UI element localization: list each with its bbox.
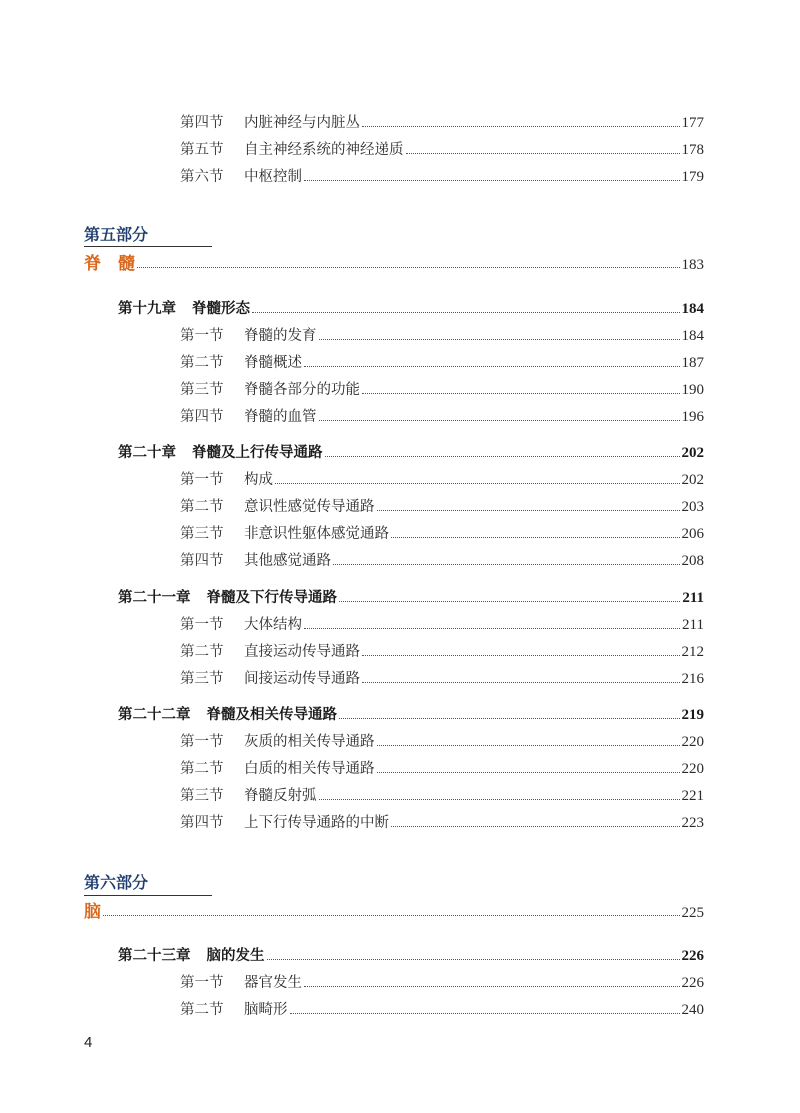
dot-leader (267, 958, 680, 960)
toc-section-entry[interactable] (180, 353, 704, 373)
toc-chapter-entry[interactable] (118, 299, 704, 319)
page-number: 223 (681, 815, 704, 831)
section-title: 上下行传导通路的中断 (244, 815, 389, 831)
dot-leader (339, 717, 680, 719)
page-number: 208 (681, 553, 704, 569)
toc-chapter-entry[interactable] (118, 443, 704, 463)
chapter-number: 第十九章 (118, 300, 176, 317)
toc-section-entry[interactable] (180, 470, 704, 490)
toc-section-entry[interactable] (180, 380, 704, 400)
chapter-number: 第二十二章 (118, 706, 191, 723)
dot-leader (391, 536, 680, 538)
section-title: 自主神经系统的神经递质 (244, 142, 404, 158)
page-number: 220 (681, 734, 704, 750)
part-title: 脊 髓 (84, 254, 135, 274)
section-title: 脑畸形 (244, 1002, 288, 1018)
page-number: 212 (681, 644, 704, 660)
section-number: 第一节 (180, 472, 224, 488)
section-number: 第四节 (180, 409, 224, 425)
page-number: 196 (681, 409, 704, 425)
chapter-title: 脊髓形态 (192, 300, 250, 317)
dot-leader (339, 600, 680, 602)
part-label: 第六部分 (84, 873, 149, 892)
section-number: 第二节 (180, 355, 224, 371)
dot-leader (137, 266, 680, 268)
section-number: 第一节 (180, 617, 224, 633)
page-number: 220 (681, 761, 704, 777)
part-label: 第五部分 (84, 225, 149, 244)
page-number: 202 (681, 445, 704, 461)
section-number: 第三节 (180, 788, 224, 804)
section-title: 脊髓反射弧 (244, 788, 317, 804)
dot-leader (362, 681, 680, 683)
toc-section-entry[interactable] (180, 326, 704, 346)
toc-section-entry[interactable] (180, 642, 704, 662)
section-number: 第一节 (180, 734, 224, 750)
toc-part-entry[interactable] (84, 254, 704, 274)
dot-leader (325, 455, 680, 457)
page-number: 225 (681, 905, 704, 921)
chapter-title: 脊髓及上行传导通路 (192, 444, 323, 461)
section-title: 灰质的相关传导通路 (244, 734, 375, 750)
chapter-number: 第二十三章 (118, 947, 191, 964)
toc-section-entry[interactable] (180, 140, 704, 160)
dot-leader (406, 152, 680, 154)
section-title: 白质的相关传导通路 (244, 761, 375, 777)
section-number: 第四节 (180, 115, 224, 131)
section-number: 第二节 (180, 1002, 224, 1018)
chapter-title: 脊髓及相关传导通路 (206, 706, 337, 723)
dot-leader (319, 798, 680, 800)
page-number: 226 (681, 948, 704, 964)
part-divider (84, 895, 212, 896)
part-title: 脑 (84, 902, 101, 922)
page-folio: 4 (84, 1034, 93, 1051)
section-title: 非意识性躯体感觉通路 (244, 526, 389, 542)
chapter-title: 脊髓及下行传导通路 (206, 589, 337, 606)
dot-leader (304, 365, 680, 367)
page-number: 202 (681, 472, 704, 488)
section-number: 第四节 (180, 553, 224, 569)
page-number: 206 (681, 526, 704, 542)
toc-section-entry[interactable] (180, 973, 704, 993)
dot-leader (304, 627, 680, 629)
toc-section-entry[interactable] (180, 786, 704, 806)
section-title: 直接运动传导通路 (244, 644, 360, 660)
section-number: 第五节 (180, 142, 224, 158)
page-number: 240 (681, 1002, 704, 1018)
section-title: 脊髓的发育 (244, 328, 317, 344)
part-divider (84, 246, 212, 247)
dot-leader (377, 509, 680, 511)
toc-section-entry[interactable] (180, 497, 704, 517)
section-title: 器官发生 (244, 975, 302, 991)
toc-section-entry[interactable] (180, 113, 704, 133)
section-title: 脊髓各部分的功能 (244, 382, 360, 398)
dot-leader (319, 338, 680, 340)
dot-leader (304, 985, 680, 987)
toc-section-entry[interactable] (180, 615, 704, 635)
toc-chapter-entry[interactable] (118, 946, 704, 966)
dot-leader (103, 914, 680, 916)
dot-leader (319, 419, 680, 421)
page-number: 184 (681, 301, 704, 317)
chapter-number: 第二十一章 (118, 589, 191, 606)
section-number: 第二节 (180, 644, 224, 660)
toc-section-entry[interactable] (180, 732, 704, 752)
dot-leader (252, 311, 680, 313)
dot-leader (362, 125, 680, 127)
dot-leader (333, 563, 680, 565)
page-number: 177 (681, 115, 704, 131)
toc-section-entry[interactable] (180, 167, 704, 187)
section-title: 脊髓概述 (244, 355, 302, 371)
toc-section-entry[interactable] (180, 1000, 704, 1020)
dot-leader (275, 482, 680, 484)
toc-section-entry[interactable] (180, 669, 704, 689)
toc-part-entry[interactable] (84, 902, 704, 922)
toc-section-entry[interactable] (180, 407, 704, 427)
section-title: 间接运动传导通路 (244, 671, 360, 687)
page-number: 203 (681, 499, 704, 515)
toc-chapter-entry[interactable] (118, 588, 704, 608)
section-number: 第三节 (180, 526, 224, 542)
section-title: 内脏神经与内脏丛 (244, 115, 360, 131)
page-number: 221 (681, 788, 704, 804)
page-number: 183 (681, 257, 704, 273)
section-number: 第二节 (180, 761, 224, 777)
section-title: 构成 (244, 472, 273, 488)
page-number: 211 (682, 617, 704, 633)
toc-section-entry[interactable] (180, 524, 704, 544)
section-title: 中枢控制 (244, 169, 302, 185)
page-number: 179 (681, 169, 704, 185)
page-number: 190 (681, 382, 704, 398)
section-number: 第四节 (180, 815, 224, 831)
chapter-number: 第二十章 (118, 444, 176, 461)
section-number: 第一节 (180, 975, 224, 991)
section-number: 第三节 (180, 671, 224, 687)
section-number: 第三节 (180, 382, 224, 398)
section-number: 第一节 (180, 328, 224, 344)
dot-leader (304, 179, 680, 181)
section-title: 其他感觉通路 (244, 553, 331, 569)
section-title: 意识性感觉传导通路 (244, 499, 375, 515)
dot-leader (377, 771, 680, 773)
dot-leader (290, 1012, 680, 1014)
toc-section-entry[interactable] (180, 759, 704, 779)
page-number: 226 (681, 975, 704, 991)
page-number: 211 (682, 590, 704, 606)
dot-leader (377, 744, 680, 746)
section-number: 第二节 (180, 499, 224, 515)
page-number: 219 (681, 707, 704, 723)
chapter-title: 脑的发生 (206, 947, 265, 964)
toc-section-entry[interactable] (180, 813, 704, 833)
section-title: 脊髓的血管 (244, 409, 317, 425)
dot-leader (362, 654, 680, 656)
page-number: 187 (681, 355, 704, 371)
toc-section-entry[interactable] (180, 551, 704, 571)
page-number: 178 (681, 142, 704, 158)
section-number: 第六节 (180, 169, 224, 185)
section-title: 大体结构 (244, 617, 302, 633)
page-number: 216 (681, 671, 704, 687)
dot-leader (362, 392, 680, 394)
toc-chapter-entry[interactable] (118, 705, 704, 725)
dot-leader (391, 825, 680, 827)
page-number: 184 (681, 328, 704, 344)
